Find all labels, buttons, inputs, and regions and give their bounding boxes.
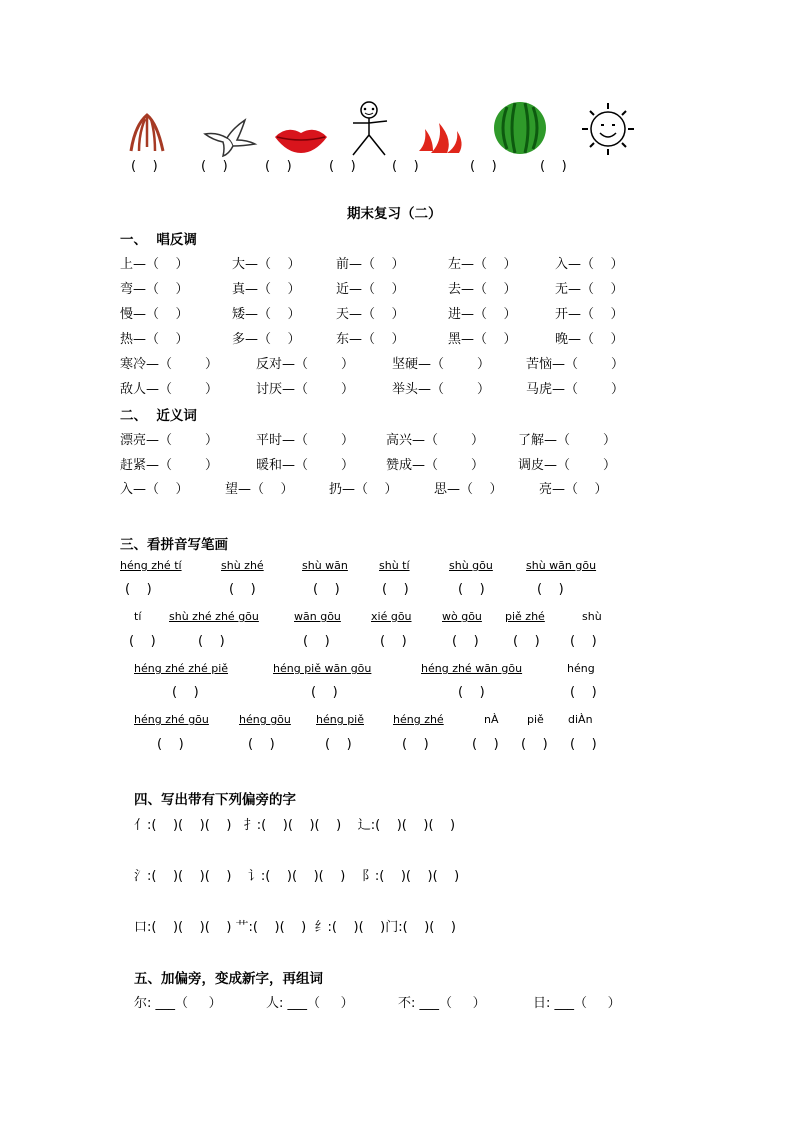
exercise-item: 思—（ ） xyxy=(434,482,503,497)
exercise-item: 坚硬—（ ） xyxy=(392,357,491,372)
exercise-item: 入—（ ） xyxy=(120,482,189,497)
exercise-item: 赶紧—（ ） xyxy=(120,458,219,473)
exercise-item: 慢—（ ） xyxy=(120,307,189,322)
exercise-item: 马虎—（ ） xyxy=(526,382,625,397)
pinyin: shù tí xyxy=(379,559,410,572)
blank: ( ) xyxy=(172,685,199,700)
picture-label: ( ) xyxy=(470,159,497,174)
blank: ( ) xyxy=(458,685,485,700)
blank: ( ) xyxy=(125,582,152,597)
picture-label: ( ) xyxy=(329,159,356,174)
exercise-item: 天—（ ） xyxy=(336,307,405,322)
add-radical-item: 人: ___（ ） xyxy=(266,996,354,1011)
picture-label: ( ) xyxy=(392,159,419,174)
radical-row: 氵:( )( )( ) 讠:( )( )( ) 阝:( )( )( ) xyxy=(134,869,460,884)
blank: ( ) xyxy=(229,582,256,597)
blank: ( ) xyxy=(402,737,429,752)
pinyin: héng piě wān gōu xyxy=(273,662,372,675)
exercise-item: 调皮—（ ） xyxy=(518,458,617,473)
pinyin: shù zhé xyxy=(221,559,264,572)
exercise-item: 望—（ ） xyxy=(225,482,294,497)
blank: ( ) xyxy=(570,737,597,752)
exercise-item: 扔—（ ） xyxy=(329,482,398,497)
exercise-item: 苦恼—（ ） xyxy=(526,357,625,372)
exercise-item: 赞成—（ ） xyxy=(386,458,485,473)
exercise-item: 寒冷—（ ） xyxy=(120,357,219,372)
exercise-item: 多—（ ） xyxy=(232,332,301,347)
exercise-item: 讨厌—（ ） xyxy=(256,382,355,397)
exercise-item: 前—（ ） xyxy=(336,257,405,272)
pinyin: shù xyxy=(582,610,602,623)
radical-row: 口:( )( )( ) 艹:( )( ) 纟:( )( )门:( )( ) xyxy=(134,920,456,935)
pinyin: héng zhé xyxy=(393,713,444,726)
picture-label: ( ) xyxy=(540,159,567,174)
exercise-item: 近—（ ） xyxy=(336,282,405,297)
pinyin: héng zhé zhé piě xyxy=(134,662,229,675)
exercise-item: 晚—（ ） xyxy=(555,332,624,347)
blank: ( ) xyxy=(248,737,275,752)
picture-label: ( ) xyxy=(131,159,158,174)
pinyin: shù zhé zhé gōu xyxy=(169,610,259,623)
exercise-item: 暖和—（ ） xyxy=(256,458,355,473)
watermelon-icon xyxy=(493,101,547,155)
section-5-heading: 五、加偏旁，变成新字，再组词 xyxy=(134,971,323,987)
add-radical-item: 不: ___（ ） xyxy=(398,996,486,1011)
blank: ( ) xyxy=(382,582,409,597)
exercise-item: 真—（ ） xyxy=(232,282,301,297)
section-3-heading: 三、看拼音写笔画 xyxy=(120,537,228,553)
picture-label: ( ) xyxy=(265,159,292,174)
blank: ( ) xyxy=(452,634,479,649)
exercise-item: 开—（ ） xyxy=(555,307,624,322)
pinyin: shù gōu xyxy=(449,559,493,572)
blank: ( ) xyxy=(537,582,564,597)
exercise-item: 无—（ ） xyxy=(555,282,624,297)
pinyin: héng piě xyxy=(316,713,364,726)
blank: ( ) xyxy=(157,737,184,752)
blank: ( ) xyxy=(198,634,225,649)
exercise-item: 东—（ ） xyxy=(336,332,405,347)
exercise-item: 左—（ ） xyxy=(448,257,517,272)
page-title: 期末复习（二） xyxy=(347,206,442,222)
pinyin: nÀ xyxy=(484,713,499,726)
blank: ( ) xyxy=(380,634,407,649)
exercise-item: 了解—（ ） xyxy=(518,433,617,448)
exercise-item: 弯—（ ） xyxy=(120,282,189,297)
section-4-heading: 四、写出带有下列偏旁的字 xyxy=(134,792,296,808)
pinyin: xié gōu xyxy=(371,610,412,623)
blank: ( ) xyxy=(521,737,548,752)
exercise-item: 反对—（ ） xyxy=(256,357,355,372)
blank: ( ) xyxy=(129,634,156,649)
exercise-item: 高兴—（ ） xyxy=(386,433,485,448)
exercise-item: 漂亮—（ ） xyxy=(120,433,219,448)
lips-icon xyxy=(273,125,329,155)
section-1-heading: 一、 唱反调 xyxy=(120,232,197,248)
add-radical-item: 日: ___（ ） xyxy=(533,996,621,1011)
radical-row: 亻:( )( )( ) 扌:( )( )( ) 辶:( )( )( ) xyxy=(134,818,456,833)
swallow-icon xyxy=(203,118,258,158)
blank: ( ) xyxy=(570,685,597,700)
pinyin: héng zhé gōu xyxy=(134,713,209,726)
blank: ( ) xyxy=(570,634,597,649)
pinyin: shù wān gōu xyxy=(526,559,597,572)
blank: ( ) xyxy=(458,582,485,597)
pinyin: shù wān xyxy=(302,559,348,572)
exercise-item: 举头—（ ） xyxy=(392,382,491,397)
fire-icon xyxy=(417,121,467,155)
blank: ( ) xyxy=(303,634,330,649)
section-2-heading: 二、 近义词 xyxy=(120,408,197,424)
picture-label: ( ) xyxy=(201,159,228,174)
exercise-item: 热—（ ） xyxy=(120,332,189,347)
blank: ( ) xyxy=(311,685,338,700)
exercise-item: 平时—（ ） xyxy=(256,433,355,448)
pinyin: piě zhé xyxy=(505,610,545,623)
blank: ( ) xyxy=(513,634,540,649)
exercise-item: 去—（ ） xyxy=(448,282,517,297)
pinyin: piě xyxy=(527,713,544,726)
sun-icon xyxy=(578,101,638,157)
blank: ( ) xyxy=(313,582,340,597)
exercise-item: 亮—（ ） xyxy=(539,482,608,497)
pinyin: héng xyxy=(567,662,595,675)
willow-tree-icon xyxy=(125,111,175,153)
exercise-item: 入—（ ） xyxy=(555,257,624,272)
add-radical-item: 尔: ___（ ） xyxy=(134,996,222,1011)
stick-figure-icon xyxy=(347,101,391,157)
blank: ( ) xyxy=(472,737,499,752)
pinyin: tí xyxy=(134,610,142,623)
exercise-item: 敌人—（ ） xyxy=(120,382,219,397)
pinyin: héng zhé tí xyxy=(120,559,182,572)
exercise-item: 黑—（ ） xyxy=(448,332,517,347)
pinyin: wān gōu xyxy=(294,610,341,623)
pinyin: héng zhé wān gōu xyxy=(421,662,523,675)
exercise-item: 大—（ ） xyxy=(232,257,301,272)
exercise-item: 上—（ ） xyxy=(120,257,189,272)
exercise-item: 进—（ ） xyxy=(448,307,517,322)
pinyin: diÀn xyxy=(568,713,593,726)
pinyin: wò gōu xyxy=(442,610,482,623)
pinyin: héng gōu xyxy=(239,713,291,726)
exercise-item: 矮—（ ） xyxy=(232,307,301,322)
blank: ( ) xyxy=(325,737,352,752)
